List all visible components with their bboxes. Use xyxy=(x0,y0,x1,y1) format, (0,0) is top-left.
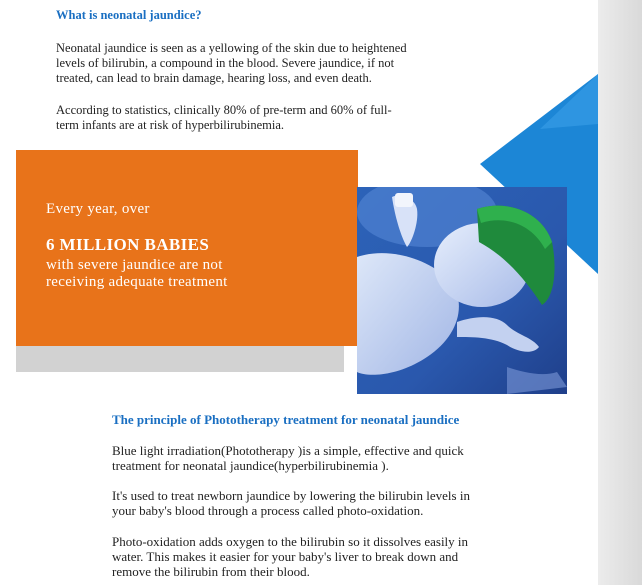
paragraph-jaundice-definition xyxy=(56,41,407,86)
text-line: water. This makes it easier for your baby's liver to break down and xyxy=(112,549,459,564)
text-line: term infants are at risk of hyperbilirubinemia. xyxy=(56,118,285,132)
text-line: Blue light irradiation(Phototherapy )is a simple, effective and quick xyxy=(112,443,464,458)
callout-line-2: receiving adequate treatment xyxy=(46,274,228,290)
callout-line-1: with severe jaundice are not xyxy=(46,257,223,273)
callout-highlight: 6 MILLION BABIES xyxy=(46,235,210,254)
text-line: treated, can lead to brain damage, hearing loss, and even death. xyxy=(56,71,372,85)
paragraph-statistics xyxy=(56,103,392,133)
text-line: remove the bilirubin from their blood. xyxy=(112,564,310,579)
text-line: Photo-oxidation adds oxygen to the bilirubin so it dissolves easily in xyxy=(112,534,469,549)
text-line: your baby's blood through a process called photo-oxidation. xyxy=(112,503,424,518)
paragraph-photo-oxidation-mechanism xyxy=(112,534,468,579)
callout-shadow xyxy=(16,346,344,372)
text-line: It's used to treat newborn jaundice by lowering the bilirubin levels in xyxy=(112,488,470,503)
text-line: levels of bilirubin, a compound in the blood. Severe jaundice, if not xyxy=(56,56,395,70)
text-line: According to statistics, clinically 80% of pre-term and 60% of full- xyxy=(56,103,392,117)
paragraph-photo-oxidation-use xyxy=(112,488,470,518)
paragraph-blue-light xyxy=(112,443,464,473)
callout-intro: Every year, over xyxy=(46,201,150,217)
text-line: treatment for neonatal jaundice(hyperbilirubinemia ). xyxy=(112,458,389,473)
page-edge xyxy=(598,0,642,585)
section-heading-phototherapy-principle: The principle of Phototherapy treatment for neonatal jaundice xyxy=(112,412,460,427)
text-line: Neonatal jaundice is seen as a yellowing of the skin due to heightened xyxy=(56,41,407,55)
callout-box xyxy=(16,150,358,346)
phototherapy-baby-photo xyxy=(357,187,567,394)
section-heading-neonatal-jaundice: What is neonatal jaundice? xyxy=(56,8,202,22)
